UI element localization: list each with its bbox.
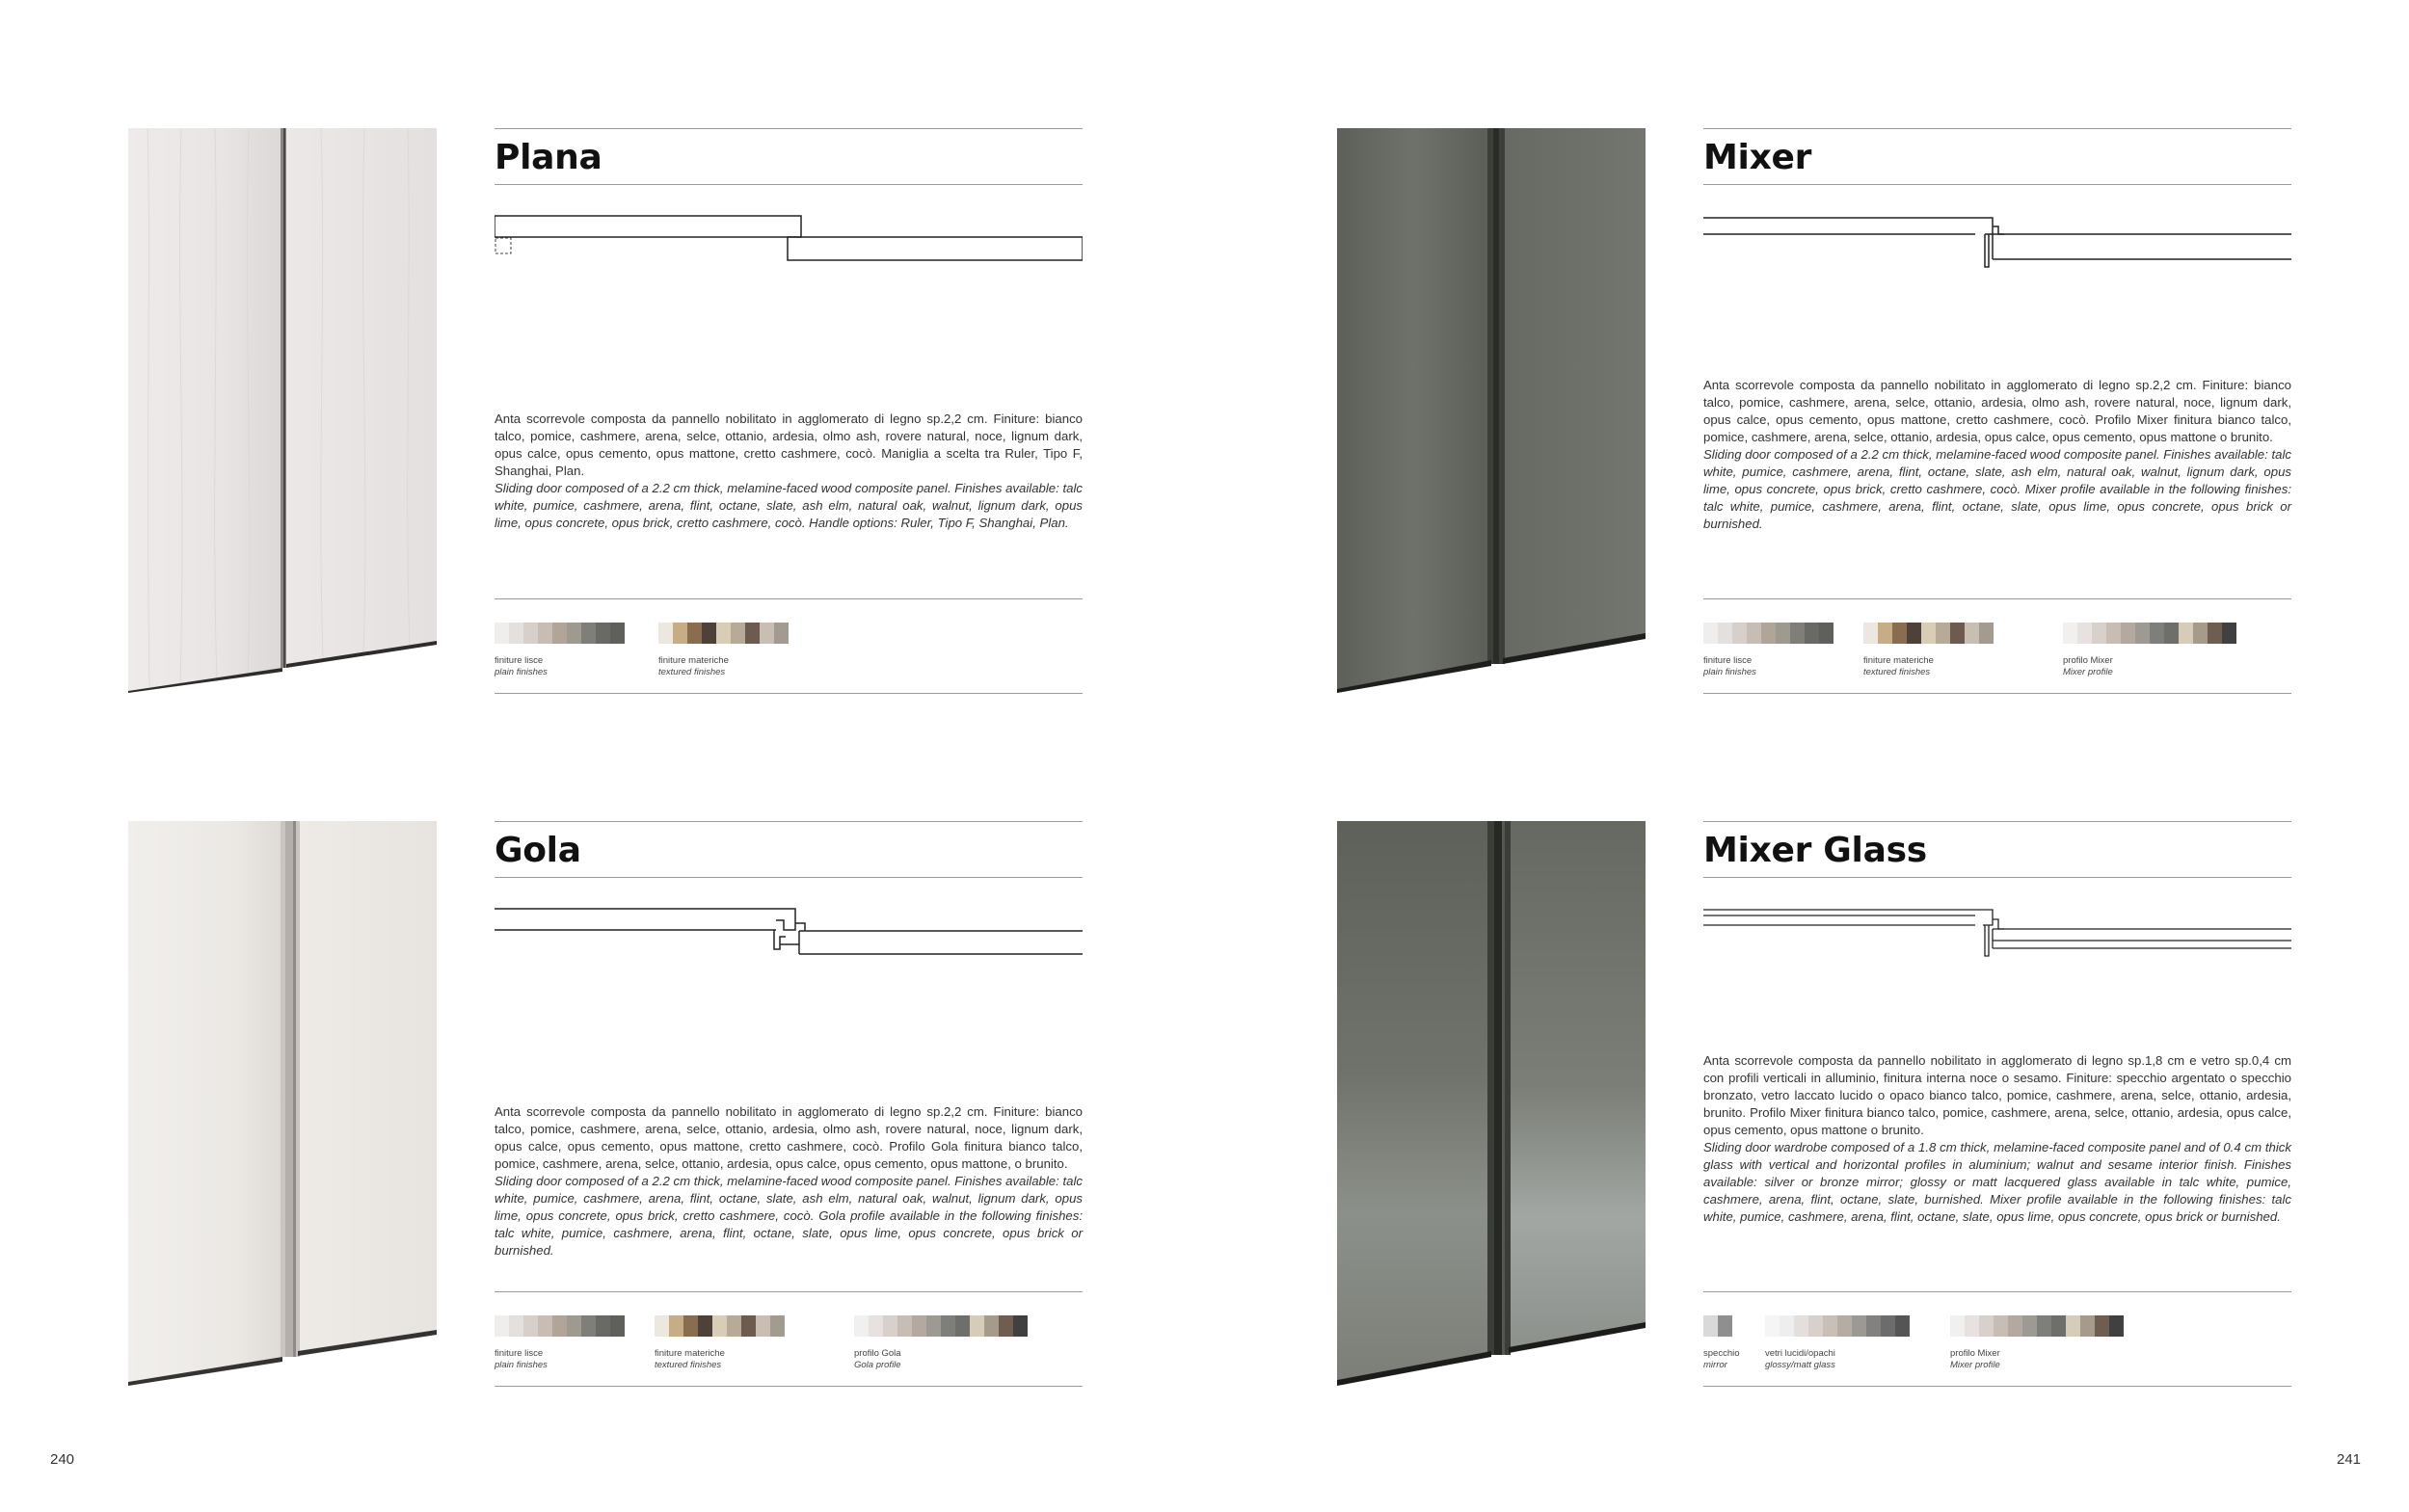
color-swatch — [2066, 1315, 2080, 1337]
swatch-label-it: finiture materiche — [655, 1348, 725, 1359]
color-swatch — [683, 1315, 698, 1337]
swatch-chips — [495, 1315, 625, 1337]
swatch-group-profile — [1950, 1315, 2124, 1371]
color-swatch — [1819, 623, 1834, 644]
swatch-chips — [854, 1315, 1028, 1337]
color-swatch — [2037, 1315, 2051, 1337]
divider — [1703, 821, 2291, 822]
description-it: Anta scorrevole composta da pannello nobilitato in agglomerato di legno sp.2,2 cm. Finiture: bianco talco, pomice, cashmere, arena, selce, ottanio, ardesia, olmo ash, rovere natural, noce, lignum dark, opus calce, opus cemento, opus mattone, cretto cashmere, cocò. Profilo Mixer finitura bianco talco, pomice, cashmere, arena, selce, ottanio, ardesia, opus calce, opus cemento, opus mattone o brunito. — [1703, 378, 2291, 444]
swatch-group-plain — [495, 1315, 625, 1371]
color-swatch — [552, 1315, 567, 1337]
swatch-label-en: glossy/matt glass — [1765, 1360, 1835, 1370]
swatch-chips — [1703, 623, 1834, 644]
color-swatch — [1765, 1315, 1780, 1337]
color-swatch — [731, 623, 745, 644]
product-title: Mixer — [1703, 138, 1812, 177]
mixer-glass-door-photo — [1337, 821, 1646, 1386]
divider — [1703, 877, 2291, 878]
mixer-glass-info — [1703, 821, 2291, 1386]
color-swatch — [1878, 623, 1892, 644]
color-swatch — [2208, 623, 2222, 644]
color-swatch — [1907, 623, 1921, 644]
color-swatch — [1965, 623, 1979, 644]
color-swatch — [760, 623, 774, 644]
color-swatch — [610, 1315, 625, 1337]
gola-door-photo — [128, 821, 437, 1386]
color-swatch — [1761, 623, 1776, 644]
divider — [495, 1386, 1083, 1387]
color-swatch — [1979, 623, 1994, 644]
color-swatch — [2051, 1315, 2066, 1337]
color-swatch — [745, 623, 760, 644]
swatch-group-plain — [1703, 623, 1834, 678]
color-swatch — [698, 1315, 712, 1337]
swatch-label-it: vetri lucidi/opachi — [1765, 1348, 1835, 1359]
product-title: Gola — [495, 831, 581, 870]
color-swatch — [1936, 623, 1950, 644]
swatch-label-it: finiture lisce — [495, 655, 544, 666]
swatch-chips — [1703, 1315, 1740, 1337]
plana-description — [495, 411, 1083, 532]
product-title: Plana — [495, 138, 602, 177]
swatch-chips — [1765, 1315, 1910, 1337]
color-swatch — [658, 623, 673, 644]
color-swatch — [1852, 1315, 1866, 1337]
color-swatch — [716, 623, 731, 644]
divider — [495, 598, 1083, 599]
swatch-group-textured — [658, 623, 789, 678]
gola-section-drawing — [495, 906, 1083, 1021]
gola-info — [495, 821, 1083, 1386]
swatch-label-en: textured finishes — [655, 1360, 722, 1370]
mixer-glass-description — [1703, 1052, 2291, 1226]
swatch-chips — [658, 623, 789, 644]
color-swatch — [495, 623, 509, 644]
color-swatch — [2092, 623, 2106, 644]
swatch-label-en: mirror — [1703, 1360, 1727, 1370]
description-en: Sliding door composed of a 2.2 cm thick, melamine-faced wood composite panel. Finishes available: talc white, pumice, cashmere, arena, flint, octane, slate, ash elm, natural oak, walnut, lignum dark, opus lime, opus concrete, opus brick, cretto cashmere, cocò. Handle options: Ruler, Tipo F, Shanghai, Plan. — [495, 481, 1083, 530]
color-swatch — [2179, 623, 2193, 644]
swatch-chips — [495, 623, 625, 644]
swatch-label-it: finiture lisce — [495, 1348, 544, 1359]
swatch-group-profile — [2063, 623, 2236, 678]
color-swatch — [2008, 1315, 2022, 1337]
color-swatch — [1794, 1315, 1808, 1337]
color-swatch — [1979, 1315, 1994, 1337]
swatch-chips — [1863, 623, 1994, 644]
product-mixer-glass — [1337, 821, 2409, 1386]
swatch-label-en: textured finishes — [1863, 667, 1931, 677]
product-mixer — [1337, 128, 2409, 693]
color-swatch — [1718, 623, 1732, 644]
color-swatch — [1950, 623, 1965, 644]
swatch-group-textured — [1863, 623, 1994, 678]
color-swatch — [1732, 623, 1747, 644]
description-en: Sliding door wardrobe composed of a 1.8 cm thick, melamine-faced composite panel and of 0.4 cm thick glass with vertical and horizontal profiles in aluminium; walnut and sesame interior finish. Finishes available: silver or bronze mirror; glossy or matt lacquered glass available in talc white, pumice, cashmere, arena, flint, octane, slate, burnished. Mixer profile available in the following finishes: talc white, pumice, cashmere, arena, flint, octane, slate, opus lime, opus concrete, opus brick or burnished. — [1703, 1140, 2291, 1224]
swatch-group-mirror — [1703, 1315, 1740, 1371]
color-swatch — [941, 1315, 955, 1337]
color-swatch — [2080, 1315, 2095, 1337]
swatch-group-profile — [854, 1315, 1028, 1371]
color-swatch — [2164, 623, 2179, 644]
divider — [1703, 1291, 2291, 1292]
color-swatch — [538, 1315, 552, 1337]
color-swatch — [1790, 623, 1805, 644]
swatch-label-it: profilo Gola — [854, 1348, 901, 1359]
description-it: Anta scorrevole composta da pannello nobilitato in agglomerato di legno sp.2,2 cm. Finiture: bianco talco, pomice, cashmere, arena, selce, ottanio, ardesia, olmo ash, rovere natural, noce, lignum dark, opus calce, opus cemento, opus mattone, cretto cashmere, cocò. Profilo Gola finitura bianco talco, pomice, cashmere, arena, selce, ottanio, ardesia, opus calce, opus cemento, opus mattone, o brunito. — [495, 1104, 1083, 1171]
color-swatch — [1703, 1315, 1718, 1337]
color-swatch — [854, 1315, 869, 1337]
color-swatch — [712, 1315, 727, 1337]
color-swatch — [655, 1315, 669, 1337]
swatch-group-glass — [1765, 1315, 1910, 1371]
color-swatch — [2109, 1315, 2124, 1337]
color-swatch — [523, 1315, 538, 1337]
color-swatch — [970, 1315, 984, 1337]
swatch-label-en: Gola profile — [854, 1360, 901, 1370]
product-plana — [128, 128, 1218, 693]
swatch-label-it: specchio — [1703, 1348, 1740, 1359]
swatch-label-it: profilo Mixer — [1950, 1348, 2000, 1359]
color-swatch — [509, 623, 523, 644]
color-swatch — [1780, 1315, 1794, 1337]
color-swatch — [495, 1315, 509, 1337]
description-en: Sliding door composed of a 2.2 cm thick, melamine-faced wood composite panel. Finishes available: talc white, pumice, cashmere, arena, flint, octane, slate, ash elm, natural oak, walnut, lignum dark, opus lime, opus concrete, opus brick, cretto cashmere, cocò. Mixer profile available in the following finishes: talc white, pumice, cashmere, arena, flint, octane, slate, opus lime, opus concrete, opus brick or burnished. — [1703, 447, 2291, 531]
plana-section-drawing — [495, 213, 1083, 329]
page-number-right: 241 — [2337, 1451, 2362, 1468]
mixer-description — [1703, 377, 2291, 533]
color-swatch — [999, 1315, 1013, 1337]
product-gola — [128, 821, 1218, 1386]
color-swatch — [2222, 623, 2236, 644]
color-swatch — [1823, 1315, 1837, 1337]
color-swatch — [2022, 1315, 2037, 1337]
swatch-group-plain — [495, 623, 625, 678]
color-swatch — [2193, 623, 2208, 644]
divider — [1703, 693, 2291, 694]
color-swatch — [770, 1315, 785, 1337]
color-swatch — [869, 1315, 883, 1337]
color-swatch — [1776, 623, 1790, 644]
mixer-glass-section-drawing — [1703, 906, 2291, 1021]
color-swatch — [567, 623, 581, 644]
color-swatch — [2150, 623, 2164, 644]
swatch-label-en: plain finishes — [495, 667, 548, 677]
swatch-chips — [2063, 623, 2236, 644]
swatch-label-en: Mixer profile — [2063, 667, 2113, 677]
color-swatch — [1994, 1315, 2008, 1337]
color-swatch — [774, 623, 789, 644]
color-swatch — [2077, 623, 2092, 644]
color-swatch — [581, 623, 596, 644]
color-swatch — [1747, 623, 1761, 644]
divider — [1703, 598, 2291, 599]
color-swatch — [1863, 623, 1878, 644]
color-swatch — [1921, 623, 1936, 644]
color-swatch — [1866, 1315, 1881, 1337]
divider — [495, 693, 1083, 694]
mixer-door-photo — [1337, 128, 1646, 693]
color-swatch — [2095, 1315, 2109, 1337]
color-swatch — [2135, 623, 2150, 644]
color-swatch — [610, 623, 625, 644]
divider — [1703, 1386, 2291, 1387]
divider — [1703, 128, 2291, 129]
plana-info — [495, 128, 1083, 693]
color-swatch — [552, 623, 567, 644]
color-swatch — [926, 1315, 941, 1337]
swatch-label-en: Mixer profile — [1950, 1360, 2000, 1370]
color-swatch — [702, 623, 716, 644]
color-swatch — [912, 1315, 926, 1337]
color-swatch — [1965, 1315, 1979, 1337]
color-swatch — [596, 1315, 610, 1337]
color-swatch — [2063, 623, 2077, 644]
color-swatch — [538, 623, 552, 644]
page-number-left: 240 — [50, 1451, 75, 1468]
color-swatch — [1892, 623, 1907, 644]
description-it: Anta scorrevole composta da pannello nobilitato in agglomerato di legno sp.2,2 cm. Finiture: bianco talco, pomice, cashmere, arena, selce, ottanio, ardesia, olmo ash, rovere natural, noce, lignum dark, opus calce, opus cemento, opus mattone, cretto cashmere, cocò. Maniglia a scelta tra Ruler, Tipo F, Shanghai, Plan. — [495, 411, 1083, 478]
gola-description — [495, 1103, 1083, 1260]
color-swatch — [1837, 1315, 1852, 1337]
color-swatch — [756, 1315, 770, 1337]
swatch-label-en: plain finishes — [1703, 667, 1756, 677]
color-swatch — [687, 623, 702, 644]
description-en: Sliding door composed of a 2.2 cm thick, melamine-faced wood composite panel. Finishes available: talc white, pumice, cashmere, arena, flint, octane, slate, ash elm, natural oak, walnut, lignum dark, opus lime, opus concrete, opus brick, cretto cashmere, cocò. Gola profile available in the following finishes: talc white, pumice, cashmere, arena, flint, octane, slate, opus lime, opus concrete, opus brick or burnished. — [495, 1174, 1083, 1258]
color-swatch — [1703, 623, 1718, 644]
color-swatch — [741, 1315, 756, 1337]
color-swatch — [2106, 623, 2121, 644]
color-swatch — [1013, 1315, 1028, 1337]
color-swatch — [673, 623, 687, 644]
color-swatch — [509, 1315, 523, 1337]
color-swatch — [883, 1315, 897, 1337]
swatch-group-textured — [655, 1315, 785, 1371]
color-swatch — [2121, 623, 2135, 644]
color-swatch — [955, 1315, 970, 1337]
divider — [495, 877, 1083, 878]
color-swatch — [1950, 1315, 1965, 1337]
swatch-label-it: profilo Mixer — [2063, 655, 2113, 666]
swatch-label-it: finiture materiche — [658, 655, 729, 666]
plana-door-photo — [128, 128, 437, 693]
description-it: Anta scorrevole composta da pannello nobilitato in agglomerato di legno sp.1,8 cm e vetro sp.0,4 cm con profili verticali in alluminio, finitura interna noce o sesamo. Finiture: specchio argentato o specchio bronzato, vetro laccato lucido o opaco bianco talco, pomice, cashmere, arena, selce, ottanio, ardesia, brunito. Profilo Mixer finitura bianco talco, pomice, cashmere, arena, selce, ottanio, ardesia, opus calce, opus cemento, opus mattone o brunito. — [1703, 1053, 2291, 1137]
color-swatch — [897, 1315, 912, 1337]
mixer-info — [1703, 128, 2291, 693]
color-swatch — [567, 1315, 581, 1337]
color-swatch — [1718, 1315, 1732, 1337]
swatch-chips — [655, 1315, 785, 1337]
color-swatch — [727, 1315, 741, 1337]
divider — [495, 184, 1083, 185]
color-swatch — [669, 1315, 683, 1337]
color-swatch — [984, 1315, 999, 1337]
divider — [495, 128, 1083, 129]
divider — [1703, 184, 2291, 185]
swatch-label-it: finiture lisce — [1703, 655, 1753, 666]
color-swatch — [581, 1315, 596, 1337]
color-swatch — [1895, 1315, 1910, 1337]
color-swatch — [523, 623, 538, 644]
swatch-label-en: textured finishes — [658, 667, 726, 677]
swatch-label-en: plain finishes — [495, 1360, 548, 1370]
color-swatch — [596, 623, 610, 644]
color-swatch — [1808, 1315, 1823, 1337]
swatch-chips — [1950, 1315, 2124, 1337]
product-title: Mixer Glass — [1703, 831, 1927, 870]
color-swatch — [1881, 1315, 1895, 1337]
divider — [495, 1291, 1083, 1292]
color-swatch — [1805, 623, 1819, 644]
swatch-label-it: finiture materiche — [1863, 655, 1934, 666]
divider — [495, 821, 1083, 822]
mixer-section-drawing — [1703, 213, 2291, 329]
